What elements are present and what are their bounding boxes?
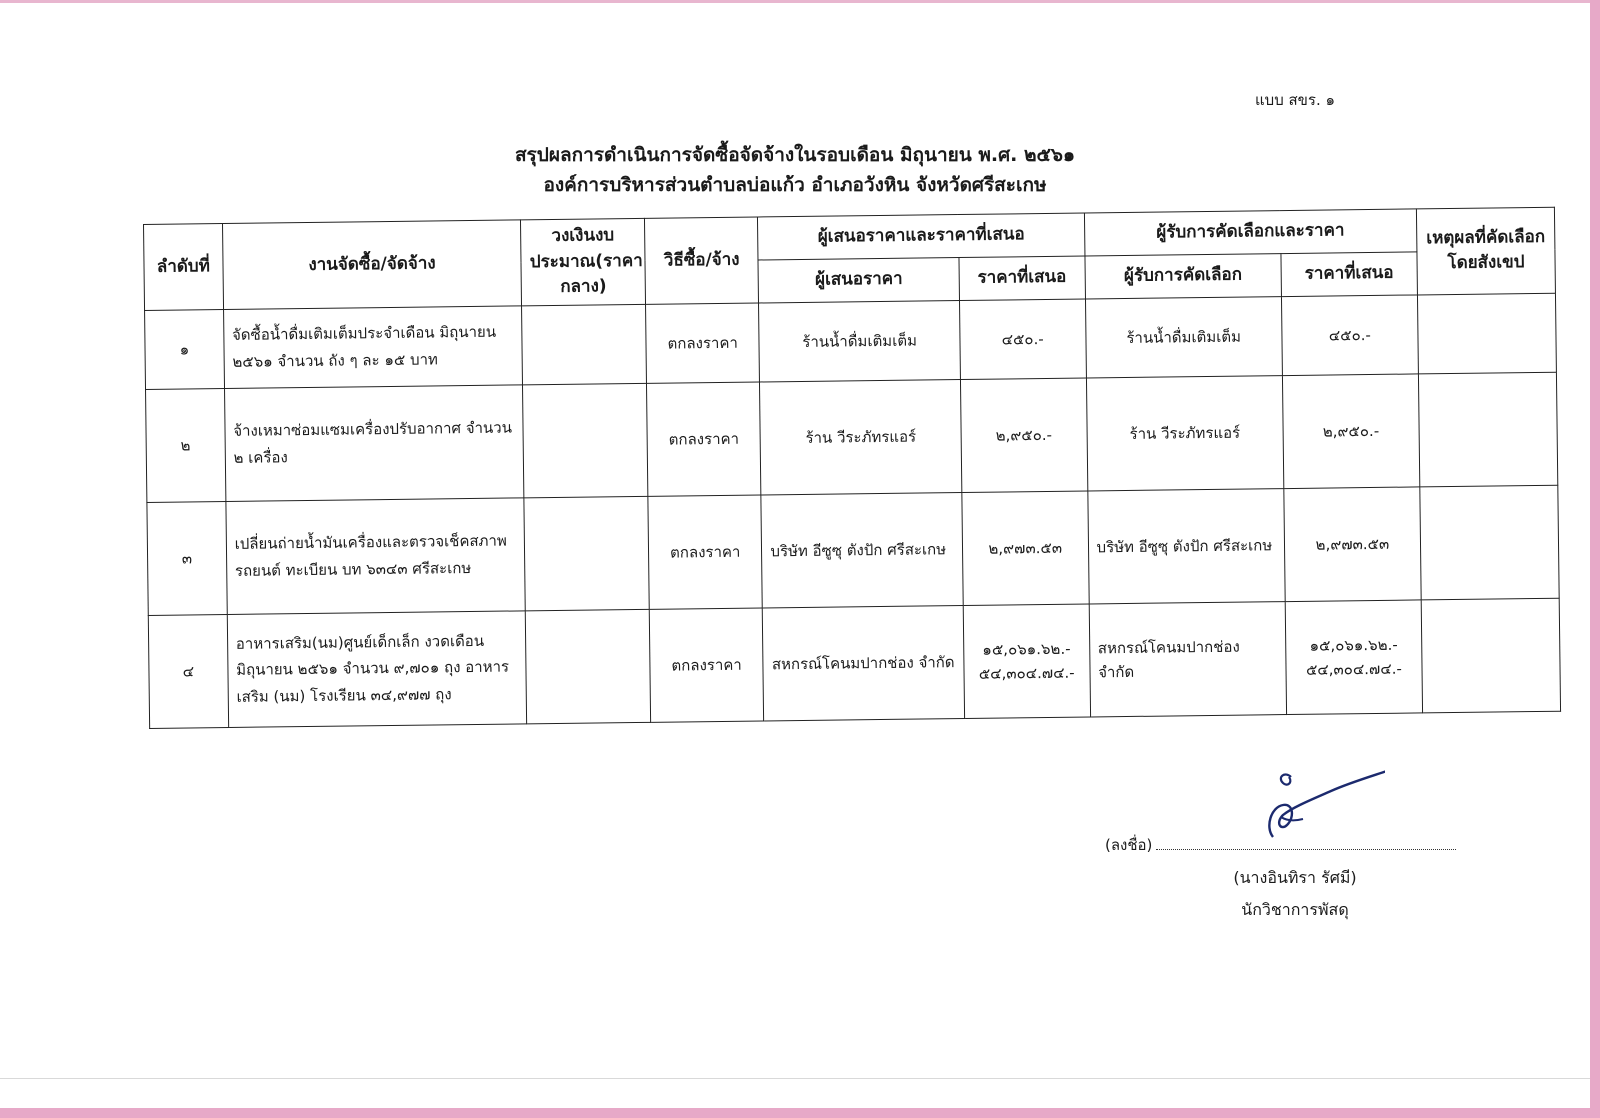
signatory-name: (นางอินทิรา รัศมี): [1233, 868, 1357, 887]
row-work: จัดซื้อน้ำดื่มเติมเต็มประจำเดือน มิถุนายน ๒๕๖๑ จำนวน ถัง ๆ ละ ๑๕ บาท: [223, 305, 522, 388]
row-method: ตกลงราคา: [649, 607, 764, 721]
header-budget: วงเงินงบประมาณ(ราคากลาง): [521, 218, 646, 305]
header-selected-group: ผู้รับการคัดเลือกและราคา: [1084, 209, 1417, 256]
table-row: [147, 485, 1559, 615]
row-work: อาหารเสริม(นม)ศูนย์เด็กเล็ก งวดเดือน มิถุนายน ๒๕๖๑ จำนวน ๙,๗๐๑ ถุง อาหารเสริม (นม) โรงเรียน ๓๔,๙๗๗ ถุง: [227, 610, 527, 727]
row-reason: [1421, 598, 1560, 713]
page-border-bottom: [0, 1108, 1600, 1118]
row-bid-price: ๒,๙๗๓.๕๓: [962, 490, 1089, 605]
row-selected-price-2: ๕๔,๓๐๔.๗๔.-: [1305, 659, 1402, 679]
row-selected-price: ๒,๙๗๓.๕๓: [1284, 486, 1421, 601]
header-reason: เหตุผลที่คัดเลือกโดยสังเขป: [1416, 207, 1555, 294]
row-selected: บริษัท อีซูซุ ตังปัก ศรีสะเกษ: [1087, 488, 1285, 603]
row-bid-price-1: ๑๕,๐๖๑.๖๒.-: [982, 639, 1071, 659]
table-row: [146, 372, 1558, 502]
form-code: แบบ สขร. ๑: [1255, 91, 1336, 109]
row-method: ตกลงราคา: [645, 302, 759, 382]
row-no: ๑: [145, 309, 225, 389]
document-subtitle: องค์การบริหารส่วนตำบลบ่อแก้ว อำเภอวังหิน จังหวัดศรีสะเกษ: [543, 174, 1047, 196]
row-work: จ้างเหมาซ่อมแซมเครื่องปรับอากาศ จำนวน ๒ เครื่อง: [224, 384, 524, 501]
signature-dotted-line: [1156, 849, 1456, 850]
row-work: เปลี่ยนถ่ายน้ำมันเครื่องและตรวจเช็คสภาพรถยนต์ ทะเบียน บท ๖๓๔๓ ศรีสะเกษ: [226, 497, 526, 614]
document-title: สรุปผลการดำเนินการจัดซื้อจัดจ้างในรอบเดือน มิถุนายน พ.ศ. ๒๕๖๑: [514, 144, 1076, 166]
header-bidders-group: ผู้เสนอราคาและราคาที่เสนอ: [758, 213, 1085, 260]
signatory-position: นักวิชาการพัสดุ: [1241, 900, 1349, 919]
row-reason: [1418, 372, 1557, 487]
row-no: ๔: [148, 614, 228, 728]
row-selected-price: ๒,๙๕๐.-: [1282, 373, 1419, 488]
header-no: ลำดับที่: [144, 224, 224, 310]
row-bidder: บริษัท อีซูซุ ตังปัก ศรีสะเกษ: [761, 492, 963, 607]
paper-edge: [0, 1078, 1590, 1079]
row-selected-price: ๔๕๐.-: [1281, 294, 1418, 375]
signature-label: (ลงชื่อ): [1105, 836, 1153, 854]
row-budget: [524, 496, 649, 611]
row-method: ตกลงราคา: [646, 381, 761, 495]
row-selected-price: [1285, 599, 1422, 714]
header-work: งานจัดซื้อ/จัดจ้าง: [222, 220, 522, 309]
row-selected: ร้าน วีระภัทรแอร์: [1086, 375, 1284, 490]
page-border-right: [1590, 0, 1600, 1118]
header-bidder: ผู้เสนอราคา: [758, 257, 959, 302]
row-bid-price: [963, 603, 1090, 718]
row-bidder: ร้าน วีระภัทรแอร์: [760, 379, 962, 494]
row-bid-price: ๒,๙๕๐.-: [960, 377, 1087, 492]
row-bidder: สหกรณ์โคนมปากช่อง จำกัด: [763, 605, 965, 720]
row-selected-price-1: ๑๕,๐๖๑.๖๒.-: [1309, 635, 1398, 655]
row-selected: สหกรณ์โคนมปากช่อง จำกัด: [1089, 601, 1287, 716]
header-selected-price: ราคาที่เสนอ: [1281, 252, 1418, 296]
row-reason: [1417, 293, 1556, 374]
row-bid-price-2: ๕๔,๓๐๔.๗๔.-: [978, 663, 1075, 683]
row-no: ๓: [147, 501, 227, 615]
procurement-table: [143, 207, 1561, 729]
row-no: ๒: [146, 388, 226, 502]
row-bidder: ร้านน้ำดื่มเติมเต็ม: [759, 300, 960, 381]
row-reason: [1420, 485, 1559, 600]
row-budget: [523, 383, 648, 498]
row-selected: ร้านน้ำดื่มเติมเต็ม: [1085, 296, 1282, 377]
row-bid-price: ๔๕๐.-: [959, 298, 1086, 379]
signature-line: [1105, 833, 1456, 857]
header-selected: ผู้รับการคัดเลือก: [1085, 253, 1282, 298]
header-bid-price: ราคาที่เสนอ: [959, 256, 1085, 300]
row-budget: [526, 609, 651, 724]
row-budget: [522, 304, 647, 385]
header-method: วิธีซื้อ/จ้าง: [644, 217, 759, 304]
page-border-top: [0, 0, 1600, 3]
table-row: [148, 598, 1560, 728]
row-method: ตกลงราคา: [648, 494, 763, 608]
